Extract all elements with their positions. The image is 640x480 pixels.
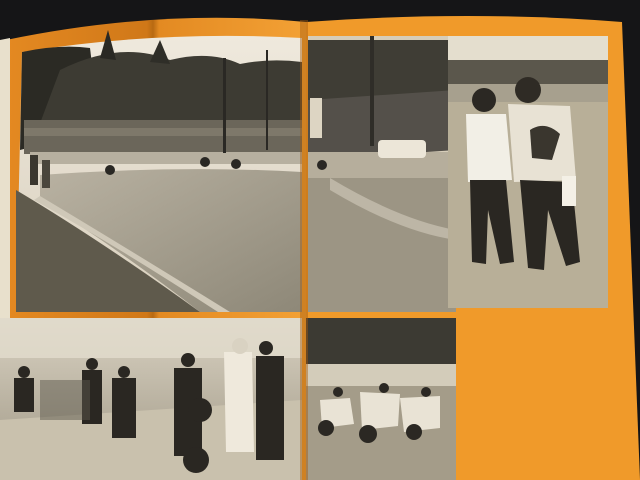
photo-race-pack	[306, 318, 456, 480]
photo-riders-walking	[448, 36, 608, 308]
article-text	[462, 316, 634, 476]
spine	[300, 20, 308, 480]
photo-track-straight	[308, 36, 456, 312]
photo-starting-grid	[0, 318, 302, 480]
photo-track-curve	[16, 30, 302, 312]
